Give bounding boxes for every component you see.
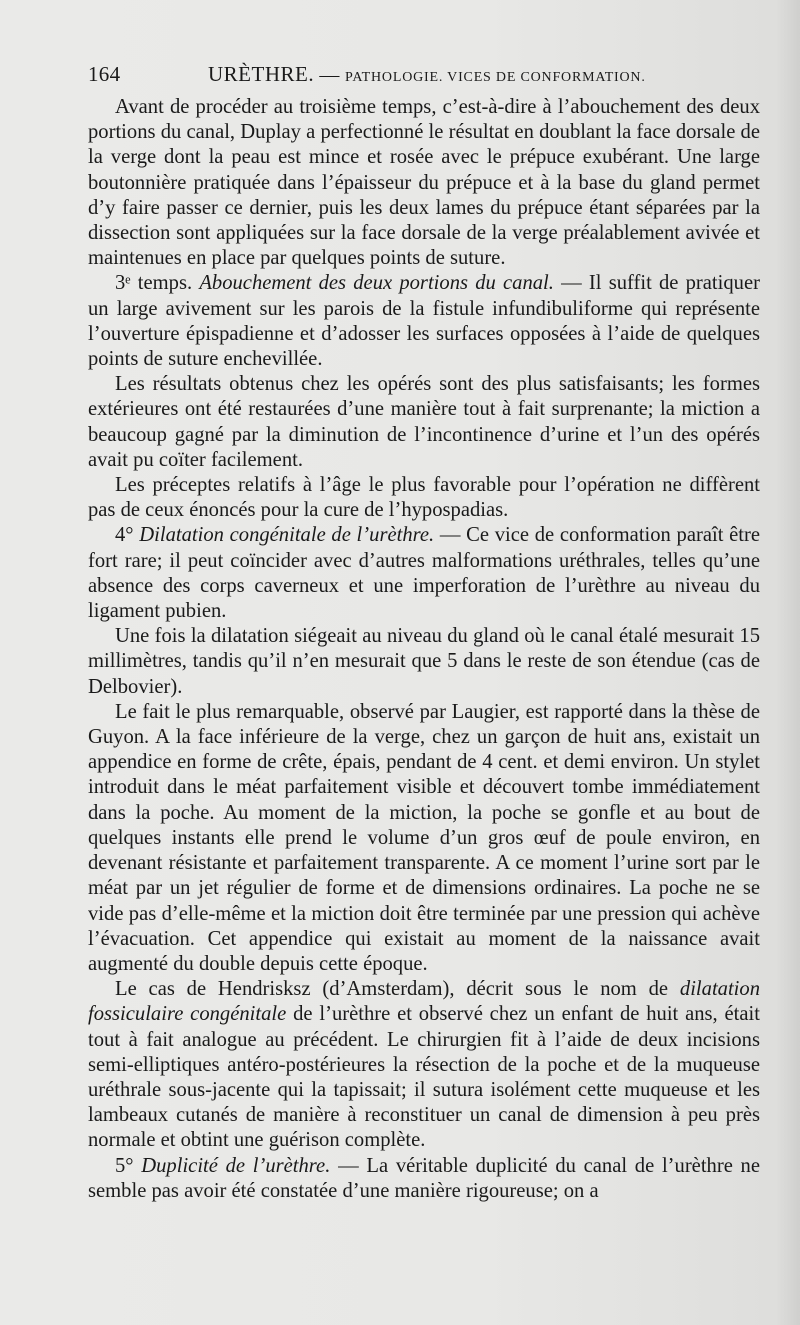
paragraph-text: Avant de procéder au troisième temps, c’est-à-dire à l’abouchement des deux portions du canal, Duplay a perfectionné le résultat en doublant la face dorsale de la verge dont la peau est mince et rosée avec le prépuce exubérant. Une large boutonnière pratiquée dans l’épaisseur du prépuce et à la base du gland permet d’y faire passer ce dernier, puis les deux lames du prépuce étant séparées par la dissection sont appliquées sur la face dorsale de la verge préalablement avivée et maintenues en place par quelques points de suture.	[88, 96, 760, 270]
italic-term: dilatation fossiculaire congénitale	[88, 978, 760, 1026]
running-header	[88, 62, 760, 90]
section-lead: 3ᵉ temps.	[115, 272, 193, 295]
paragraph	[88, 271, 760, 372]
paragraph-text: Les résultats obtenus chez les opérés sont des plus satisfaisants; les formes extérieures ont été restaurées d’une manière tout à fait surprenante; la miction a beaucoup gagné par la diminution de l’incontinence d’urine et l’un des opérés avait pu coïter facilement.	[88, 373, 760, 471]
page-number: 164	[88, 62, 121, 86]
paragraph-text: Une fois la dilatation siégeait au niveau du gland où le canal étalé mesurait 15 millimètres, tandis qu’il n’en mesurait que 5 dans le reste de son étendue (cas de Delbovier).	[88, 625, 760, 698]
paragraph	[88, 372, 760, 473]
section-title: Duplicité de l’urèthre.	[141, 1154, 331, 1177]
section-title: Dilatation congénitale de l’urèthre.	[139, 524, 435, 547]
paragraph	[88, 473, 760, 523]
paragraph-text: Le fait le plus remarquable, observé par Laugier, est rapporté dans la thèse de Guyon. A la face inférieure de la verge, chez un garçon de huit ans, existait un appendice en forme de crête, épais, pendant de 4 cent. et demi environ. Un stylet introduit dans le méat parfaitement visible et découvert tombe immédiatement dans la poche. Au moment de la miction, la poche se gonfle et au bout de quelques instants elle prend le volume d’un gros œuf de poule environ, en devenant résistante et parfaitement transparente. A ce moment l’urine sort par le méat par un jet régulier de forme et de dimensions ordinaires. La poche ne se vide pas d’elle-même et la miction doit être terminée par une pression qui achève l’évacuation. Cet appendice qui existait au moment de la naissance avait augmenté du double depuis cette époque.	[88, 700, 760, 975]
paragraph-text: Le cas de Hendrisksz (d’Amsterdam), décrit sous le nom de	[115, 978, 669, 1001]
header-subtitle: PATHOLOGIE. VICES DE CONFORMATION.	[345, 70, 646, 85]
paragraph	[88, 700, 760, 977]
paragraph	[88, 95, 760, 271]
paragraph-text: de l’urèthre et observé chez un enfant de huit ans, était tout à fait analogue au précédent. Le chirurgien fit à l’aide de deux incisions semi-elliptiques antéro-postérieures la résection de la poche et de la muqueuse uréthrale sous-jacente qui la tapissait; il sutura isolément cette muqueuse et les lambeaux cutanés de manière à reconstituer un canal de dimension à peu près normale et obtint une guérison complète.	[88, 1003, 760, 1152]
paragraph-text: — Il suffit de pratiquer un large avivement sur les parois de la fistule infundibuliforme qui représente l’ouverture épispadienne et d’adosser les surfaces opposées à l’aide de quelques points de suture enchevillée.	[88, 272, 760, 371]
section-title: Abouchement des deux portions du canal.	[199, 272, 554, 295]
page-body	[88, 95, 760, 1204]
section-lead: 4°	[115, 524, 134, 547]
paragraph-text: — La véritable duplicité du canal de l’urèthre ne semble pas avoir été constatée d’une manière rigoureuse; on a	[88, 1154, 760, 1202]
paragraph	[88, 624, 760, 700]
paragraph	[88, 977, 760, 1153]
paragraph-text: Les préceptes relatifs à l’âge le plus favorable pour l’opération ne diffèrent pas de ceux énoncés pour la cure de l’hypospadias.	[88, 474, 760, 522]
section-lead: 5°	[115, 1154, 134, 1177]
running-title	[208, 62, 646, 87]
header-separator: —	[319, 64, 340, 86]
paragraph	[88, 523, 760, 624]
paragraph-text: — Ce vice de conformation paraît être fort rare; il peut coïncider avec d’autres malformations uréthrales, telles qu’une absence des corps caverneux et une imperforation de l’urèthre au niveau du ligament pubien.	[88, 524, 761, 623]
paragraph	[88, 1154, 760, 1204]
header-title: URÈTHRE.	[208, 62, 315, 86]
